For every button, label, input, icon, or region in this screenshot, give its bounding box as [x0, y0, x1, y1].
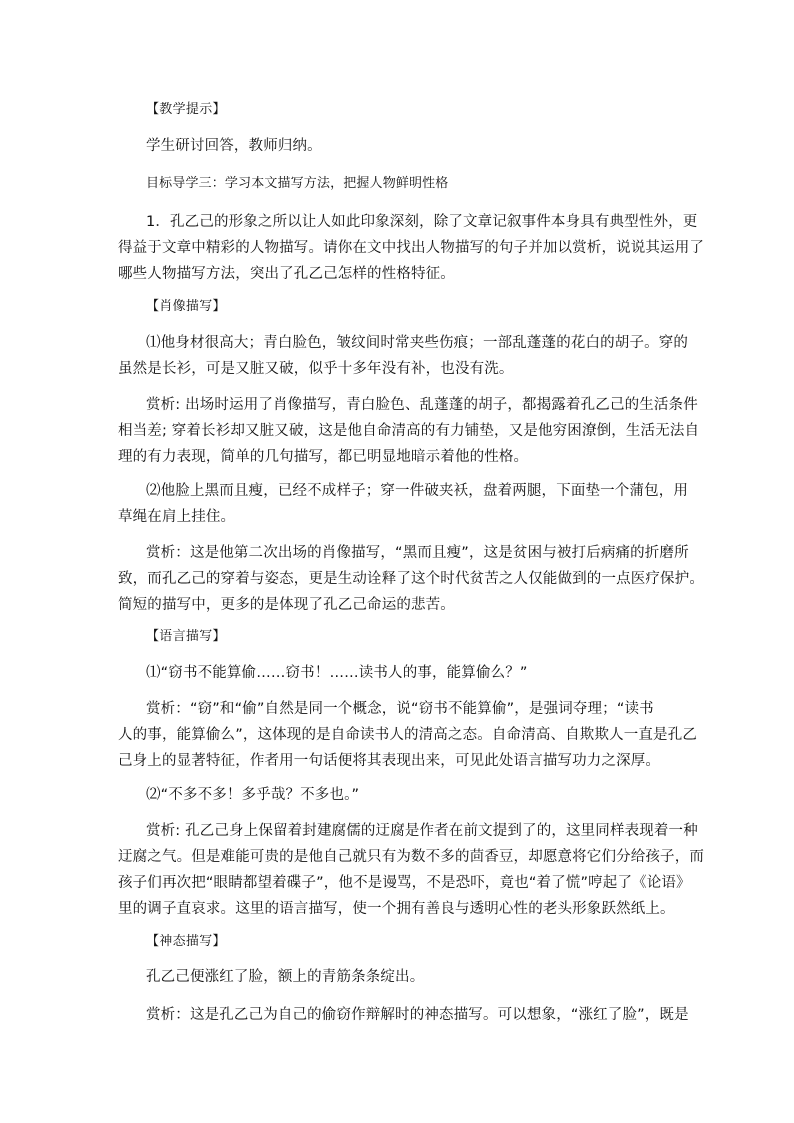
language-1-quote: ⑴“窃书不能算偷……窃书！……读书人的事，能算偷么？” — [146, 665, 528, 681]
language-1-analysis-line: 人的事，能算偷么”，这体现的是自命读书人的清高之态。自命清高、自欺欺人一直是孔乙 — [118, 727, 698, 743]
question-1-line: 1．孔乙己的形象之所以让人如此印象深刻，除了文章记叙事件本身具有典型性外，更 — [146, 214, 698, 230]
teaching-tip-body: 学生研讨回答，教师归纳。 — [146, 138, 322, 154]
language-2-analysis-line: 里的调子直哀求。这里的语言描写，使一个拥有善良与透明心性的老头形象跃然纸上。 — [118, 901, 675, 917]
language-2-quote: ⑵“不多不多！多乎哉？不多也。” — [146, 787, 360, 803]
expression-quote: 孔乙己便涨红了脸，额上的青筋条条绽出。 — [146, 969, 425, 985]
portrait-2-analysis-line: 致，而孔乙己的穿着与姿态，更是生动诠释了这个时代贫苦之人仅能做到的一点医疗保护。 — [118, 571, 704, 587]
portrait-1-analysis-line: 理的有力表现，简单的几句描写，都已明显地暗示着他的性格。 — [118, 449, 529, 465]
language-2-analysis-line: 赏析: 孔乙己身上保留着封建腐儒的迂腐是作者在前文提到了的，这里同样表现着一种 — [146, 823, 698, 839]
portrait-1-quote-line: 虽然是长衫，可是又脏又破，似乎十多年没有补，也没有洗。 — [118, 361, 514, 377]
language-heading: 【语言描写】 — [146, 629, 226, 644]
portrait-2-quote-line: 草绳在肩上挂住。 — [118, 509, 236, 525]
portrait-2-analysis-line: 简短的描写中，更多的是体现了孔乙己命运的悲苦。 — [118, 597, 455, 613]
question-1-line: 得益于文章中精彩的人物描写。请你在文中找出人物描写的句子并加以赏析，说说其运用了 — [118, 240, 704, 256]
portrait-1-analysis-line: 相当差; 穿着长衫却又脏又破，这是他自命清高的有力铺垫，又是他穷困潦倒，生活无法自 — [118, 423, 700, 439]
language-1-analysis-line: 己身上的显著特征，作者用一句话便将其表现出来，可见此处语言描写功力之深厚。 — [118, 753, 661, 769]
teaching-tip-heading: 【教学提示】 — [146, 102, 226, 117]
portrait-2-analysis-line: 赏析：这是他第二次出场的肖像描写，“黑而且瘦”，这是贫困与被打后病痛的折磨所 — [146, 545, 689, 561]
expression-analysis-line: 赏析：这是孔乙己为自己的偷窃作辩解时的神态描写。可以想象，“涨红了脸”，既是 — [146, 1007, 689, 1023]
question-1-line: 哪些人物描写方法，突出了孔乙己怎样的性格特征。 — [118, 266, 455, 282]
language-2-analysis-line: 迂腐之气。但是难能可贵的是他自己就只有为数不多的茴香豆，却愿意将它们分给孩子，而 — [118, 849, 704, 865]
portrait-1-quote-line: ⑴他身材很高大；青白脸色，皱纹间时常夹些伤痕；一部乱蓬蓬的花白的胡子。穿的 — [146, 335, 689, 351]
language-2-analysis-line: 孩子们再次把“眼睛都望着碟子”，他不是谩骂，不是恐吓，竟也“着了慌”哼起了《论语》 — [118, 875, 691, 891]
expression-heading: 【神态描写】 — [146, 934, 226, 949]
portrait-2-quote-line: ⑵他脸上黑而且瘦，已经不成样子；穿一件破夹袄，盘着两腿，下面垫一个蒲包，用 — [146, 483, 689, 499]
portrait-heading: 【肖像描写】 — [146, 299, 226, 314]
language-1-analysis-line: 赏析：“窃”和“偷”自然是同一个概念，说“窃书不能算偷”，是强词夺理；“读书 — [146, 701, 654, 717]
portrait-1-analysis-line: 赏析: 出场时运用了肖像描写，青白脸色、乱蓬蓬的胡子，都揭露着孔乙己的生活条件 — [146, 397, 698, 413]
goal-three-heading: 目标导学三：学习本文描写方法，把握人物鲜明性格 — [146, 176, 449, 191]
